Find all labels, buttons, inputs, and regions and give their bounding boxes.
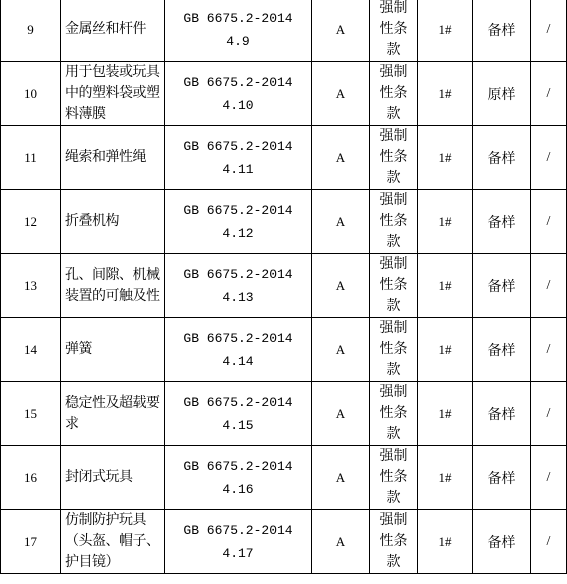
clause-type-line: 款 xyxy=(386,170,401,186)
clause-type xyxy=(370,126,418,190)
table-row xyxy=(1,446,567,510)
standard-code: GB 6675.2-2014 xyxy=(183,74,293,90)
item-category: A xyxy=(312,254,370,318)
standard-reference xyxy=(165,126,312,190)
sample-method: 备样 xyxy=(473,382,531,446)
standard-reference xyxy=(165,318,312,382)
table-row xyxy=(1,190,567,254)
clause-type xyxy=(370,510,418,574)
sample-number: 1# xyxy=(418,190,473,254)
clause-type-line: 性条 xyxy=(379,469,408,485)
item-name: 封闭式玩具 xyxy=(61,446,165,510)
clause-type-line: 款 xyxy=(386,106,401,122)
clause-type xyxy=(370,318,418,382)
clause-type xyxy=(370,254,418,318)
sample-method: 备样 xyxy=(473,318,531,382)
clause-type-line: 性条 xyxy=(379,277,408,293)
clause-type-line: 款 xyxy=(386,298,401,314)
item-number: 14 xyxy=(1,318,61,382)
standard-code: GB 6675.2-2014 xyxy=(183,10,293,26)
sample-number: 1# xyxy=(418,126,473,190)
standard-code: GB 6675.2-2014 xyxy=(183,266,293,282)
item-category: A xyxy=(312,318,370,382)
clause-type-line: 款 xyxy=(386,42,401,58)
table-row xyxy=(1,382,567,446)
clause-type xyxy=(370,62,418,126)
item-number: 15 xyxy=(1,382,61,446)
standard-clause: 4.12 xyxy=(222,225,254,241)
sample-number: 1# xyxy=(418,510,473,574)
item-category: A xyxy=(312,62,370,126)
clause-type-line: 款 xyxy=(386,554,401,570)
sample-number: 1# xyxy=(418,62,473,126)
standard-reference xyxy=(165,510,312,574)
standard-reference xyxy=(165,254,312,318)
standard-code: GB 6675.2-2014 xyxy=(183,522,293,538)
remark: / xyxy=(531,446,567,510)
remark: / xyxy=(531,254,567,318)
standard-reference xyxy=(165,0,312,62)
standard-reference xyxy=(165,446,312,510)
item-name: 绳索和弹性绳 xyxy=(61,126,165,190)
clause-type-line: 强制 xyxy=(379,256,408,272)
item-name: 弹簧 xyxy=(61,318,165,382)
clause-type-line: 性条 xyxy=(379,213,408,229)
standard-clause: 4.15 xyxy=(222,417,254,433)
standard-code: GB 6675.2-2014 xyxy=(183,330,293,346)
sample-number: 1# xyxy=(418,318,473,382)
clause-type-line: 性条 xyxy=(379,405,408,421)
item-number: 16 xyxy=(1,446,61,510)
table-row xyxy=(1,62,567,126)
standard-clause: 4.17 xyxy=(222,545,254,561)
standard-reference xyxy=(165,190,312,254)
remark: / xyxy=(531,510,567,574)
item-number: 11 xyxy=(1,126,61,190)
item-name: 孔、间隙、机械装置的可触及性 xyxy=(61,254,165,318)
clause-type-line: 强制 xyxy=(379,128,408,144)
sample-method: 备样 xyxy=(473,0,531,62)
item-category: A xyxy=(312,510,370,574)
remark: / xyxy=(531,190,567,254)
clause-type xyxy=(370,190,418,254)
clause-type-line: 款 xyxy=(386,234,401,250)
item-name: 用于包装或玩具中的塑料袋或塑料薄膜 xyxy=(61,62,165,126)
item-number: 10 xyxy=(1,62,61,126)
clause-type-line: 性条 xyxy=(379,21,408,37)
table-row xyxy=(1,318,567,382)
standard-clause: 4.9 xyxy=(226,33,250,49)
sample-number: 1# xyxy=(418,446,473,510)
item-category: A xyxy=(312,126,370,190)
sample-method: 原样 xyxy=(473,62,531,126)
standard-reference xyxy=(165,62,312,126)
item-number: 12 xyxy=(1,190,61,254)
sample-number: 1# xyxy=(418,254,473,318)
sample-number: 1# xyxy=(418,0,473,62)
clause-type-line: 强制 xyxy=(379,384,408,400)
sample-method: 备样 xyxy=(473,126,531,190)
clause-type-line: 强制 xyxy=(379,320,408,336)
remark: / xyxy=(531,318,567,382)
remark: / xyxy=(531,0,567,62)
clause-type-line: 性条 xyxy=(379,149,408,165)
table-row xyxy=(1,126,567,190)
standard-clause: 4.10 xyxy=(222,97,254,113)
remark: / xyxy=(531,62,567,126)
standard-code: GB 6675.2-2014 xyxy=(183,202,293,218)
item-category: A xyxy=(312,382,370,446)
table-row xyxy=(1,510,567,574)
standard-clause: 4.13 xyxy=(222,289,254,305)
sample-method: 备样 xyxy=(473,190,531,254)
sample-method: 备样 xyxy=(473,510,531,574)
clause-type-line: 强制 xyxy=(379,0,408,16)
item-name: 金属丝和杆件 xyxy=(61,0,165,62)
inspection-table-body xyxy=(1,0,567,574)
item-name: 折叠机构 xyxy=(61,190,165,254)
item-number: 17 xyxy=(1,510,61,574)
item-category: A xyxy=(312,446,370,510)
table-row xyxy=(1,254,567,318)
item-category: A xyxy=(312,190,370,254)
standard-clause: 4.16 xyxy=(222,481,254,497)
item-number: 9 xyxy=(1,0,61,62)
clause-type-line: 强制 xyxy=(379,448,408,464)
standard-code: GB 6675.2-2014 xyxy=(183,394,293,410)
item-name: 仿制防护玩具（头盔、帽子、护目镜） xyxy=(61,510,165,574)
standard-code: GB 6675.2-2014 xyxy=(183,458,293,474)
standard-clause: 4.14 xyxy=(222,353,254,369)
item-name: 稳定性及超载要求 xyxy=(61,382,165,446)
clause-type-line: 性条 xyxy=(379,533,408,549)
clause-type-line: 款 xyxy=(386,362,401,378)
clause-type-line: 强制 xyxy=(379,512,408,528)
standard-reference xyxy=(165,382,312,446)
remark: / xyxy=(531,126,567,190)
standard-clause: 4.11 xyxy=(222,161,254,177)
sample-method: 备样 xyxy=(473,254,531,318)
standard-code: GB 6675.2-2014 xyxy=(183,138,293,154)
clause-type-line: 强制 xyxy=(379,192,408,208)
clause-type-line: 性条 xyxy=(379,85,408,101)
sample-number: 1# xyxy=(418,382,473,446)
item-category: A xyxy=(312,0,370,62)
clause-type-line: 强制 xyxy=(379,64,408,80)
clause-type xyxy=(370,446,418,510)
clause-type-line: 款 xyxy=(386,426,401,442)
sample-method: 备样 xyxy=(473,446,531,510)
item-number: 13 xyxy=(1,254,61,318)
clause-type xyxy=(370,0,418,62)
table-row xyxy=(1,0,567,62)
clause-type-line: 款 xyxy=(386,490,401,506)
clause-type-line: 性条 xyxy=(379,341,408,357)
clause-type xyxy=(370,382,418,446)
remark: / xyxy=(531,382,567,446)
